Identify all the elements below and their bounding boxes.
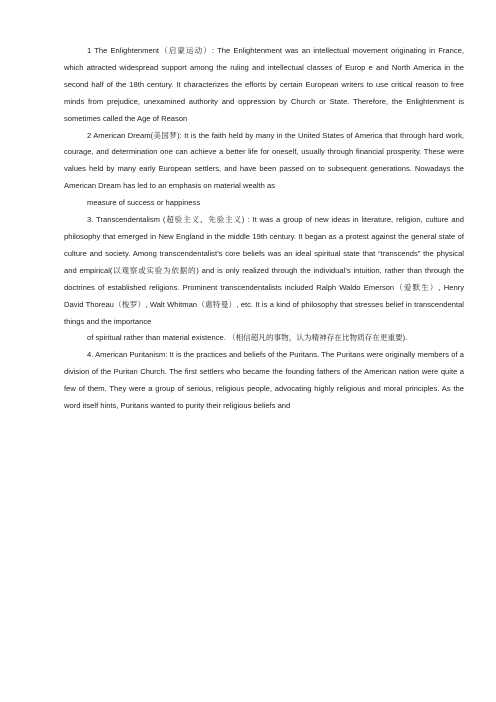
paragraph-transcendentalism <box>64 212 464 347</box>
paragraph-text: 1 The Enlightenment（启蒙运动）: The Enlightenment was an intellectual movement originating in France, which attracted widespread support among the ruling and intellectual classes of Europ e and North America in the second half of the 18th century. It characterizes the efforts by certain European writers to use critical reason to free minds from prejudice, unexamined authority and oppression by Church or State. Therefore, the Enlightenment is sometimes called the Age of Reason <box>64 46 464 123</box>
paragraph-american-dream <box>64 128 464 213</box>
paragraph-text: 2 American Dream(美国梦): It is the faith held by many in the United States of America that through hard work, courage, and determination one can achieve a better life for oneself, usually through financial prosperity. These were values held by many early European settlers, and have been passed on to subsequent generations. Nowadays the American Dream has led to an emphasis on material wealth as <box>64 130 464 191</box>
paragraph-enlightenment <box>64 43 464 128</box>
paragraph-continuation: measure of success or happiness <box>87 198 201 208</box>
paragraph-text: 3. Transcendentalism (超验主义、先验主义) : It was a group of new ideas in literature, religion, culture and philosophy that emerged in New England in the middle 19th century. It began as a protest against the general state of culture and society. Among transcendentalist’s core beliefs was an ideal spiritual state that “transcends” the physical and empirical(以观察或实验为依据的) and is only realized through the individual’s intuition, rather than through the doctrines of established religions. Prominent transcendentalists included Ralph Waldo Emerson（爱默生）, Henry David Thoreau（梭罗）, Walt Whitman（惠特曼）, etc. It is a kind of philosophy that stresses belief in transcendental things and the importance <box>64 215 464 326</box>
paragraph-continuation: of spiritual rather than material existence. （相信超凡的事物，认为精神存在比物质存在更重要). <box>87 333 408 343</box>
paragraph-puritanism <box>64 347 464 415</box>
paragraph-text: 4. American Puritanism: It is the practices and beliefs of the Puritans. The Puritans were originally members of a division of the Puritan Church. The first settlers who became the founding fathers of the American nation were quite a few of them. They were a group of serious, religious people, advocating highly religious and moral principles. As the word itself hints, Puritans wanted to purity their religious beliefs and <box>64 350 464 411</box>
